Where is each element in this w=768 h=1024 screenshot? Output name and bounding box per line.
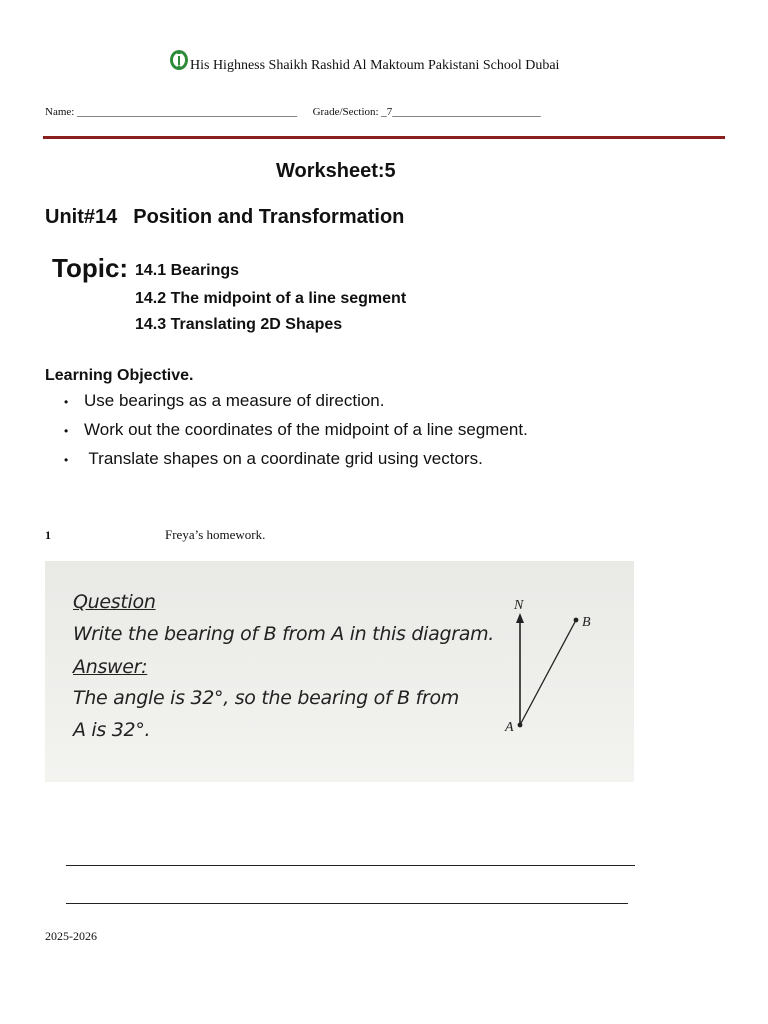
objective-item [64,449,483,469]
question-number: 1 [45,528,51,542]
bearing-diagram [500,593,610,743]
school-logo-icon [168,46,190,72]
answer-line[interactable] [66,903,628,904]
topic-item: 14.3 Translating 2D Shapes [135,316,343,333]
label-b: B [582,615,591,630]
topic-item: 14.1 Bearings [135,262,240,279]
worksheet-title: Worksheet:5 [276,160,396,182]
homework-answer-heading: Answer: [73,656,148,678]
topic-label: Topic: [52,253,129,283]
label-a: A [505,720,514,735]
label-n: N [514,598,524,613]
homework-question-text: Write the bearing of B from A in this diagram. [73,623,495,645]
question-intro: Freya’s homework. [165,527,266,542]
unit-number: Unit#14 [45,206,118,228]
header-divider [43,136,725,139]
student-info-line [45,106,541,118]
segment-ab [520,620,576,725]
north-arrow-icon [516,613,524,623]
point-b [574,618,579,623]
school-name: His Highness Shaikh Rashid Al Maktoum Pakistani School Dubai [190,58,560,73]
unit-heading [45,206,404,229]
objective-text: Translate shapes on a coordinate grid using vectors. [84,449,483,468]
bullet-icon: • [64,423,69,438]
learning-objective-heading: Learning Objective. [45,367,194,384]
homework-image [45,561,634,782]
objective-text: Use bearings as a measure of direction. [84,391,385,410]
homework-question-heading: Question [73,591,156,613]
answer-line[interactable] [66,865,635,866]
homework-answer-line: A is 32°. [73,719,151,741]
footer-year: 2025-2026 [45,929,97,943]
bullet-icon: • [64,394,69,409]
bullet-icon: • [64,452,69,467]
objective-text: Work out the coordinates of the midpoint of a line segment. [84,420,528,439]
point-a [518,723,523,728]
homework-answer-line: The angle is 32°, so the bearing of B from [73,687,459,709]
name-field[interactable]: Name: ________________________________________ [45,106,298,118]
unit-name: Position and Transformation [133,206,405,228]
topic-item: 14.2 The midpoint of a line segment [135,290,407,307]
objective-item [64,391,385,411]
objective-item [64,420,528,440]
grade-section-field[interactable]: Grade/Section: _7___________________________ [312,106,541,118]
